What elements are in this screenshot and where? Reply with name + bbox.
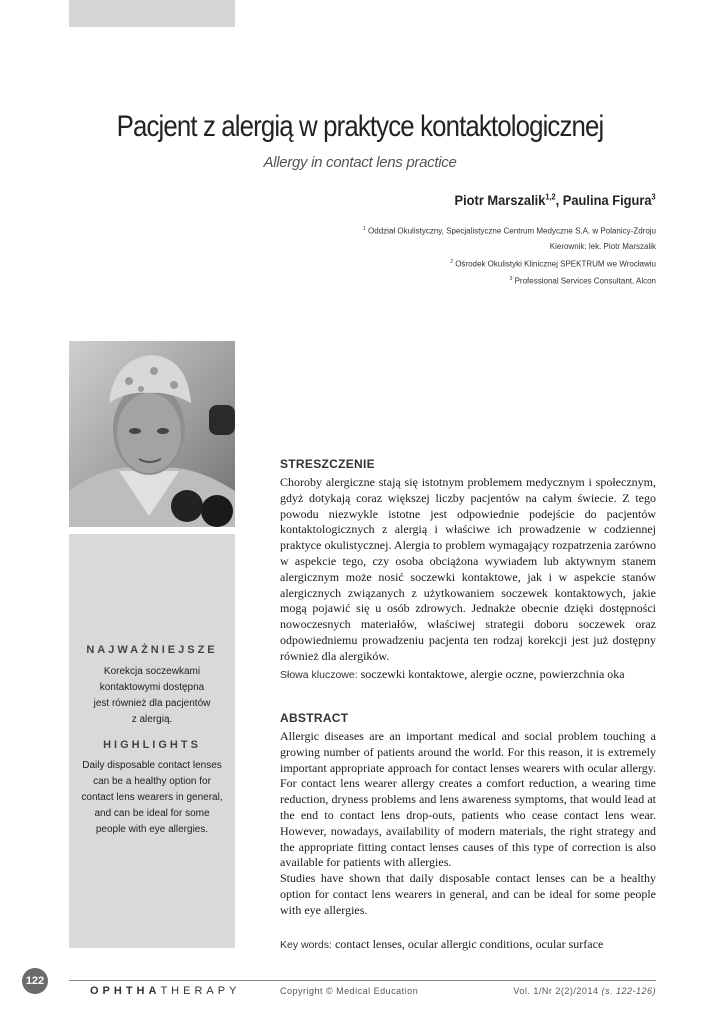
abstract-paragraph: Studies have shown that daily disposable contact lenses can be a healthy option for contact lens wearers in general, and can be ideal for some people with eye allergies. <box>280 871 656 917</box>
streszczenie-text: Choroby alergiczne stają się istotnym problemem medycznym i społecznym, gdyż dotykają coraz większej liczby pacjentów na całym świecie. Z tego powodu niezwykle istotne jest odpowiednie podejście do pacjentów kontaktologicznych z alergią i właściwe ich prowadzenie w codziennej praktyce okulistycznej. Alergia to problem wymagający rozpatrzenia zarówno w aspekcie tego, czy osoba obciążona wywiadem lub aktywnym stanem alergicznym może nosić soczewki kontaktowe, jak i w aspekcie stanów alergicznych związanych z użytkowaniem soczewek kontaktowych, jakie mogą pojawić się u osób zdrowych. Jednakże obecnie dzięki dostępności nowoczesnych materiałów, właściwej strategii doboru soczewek oraz odpowiedniemu prowadzeniu pacjenta ten rodzaj korekcji jest już dostępny również dla alergików. <box>280 475 656 663</box>
highlights-sidebar <box>69 534 235 948</box>
page-number-badge: 122 <box>22 968 48 994</box>
journal-name: OPHTHATHERAPY <box>90 985 241 997</box>
keywords-label: Key words: <box>280 939 332 951</box>
volume-info: Vol. 1/Nr 2(2)/2014 (s. 122-126) <box>513 986 656 996</box>
article-title: Pacjent z alergią w praktyce kontaktologicznej <box>116 110 604 143</box>
keywords-pl <box>280 667 660 682</box>
top-gray-bar <box>69 0 235 27</box>
abstract-text <box>280 729 656 919</box>
article-subtitle: Allergy in contact lens practice <box>263 154 457 171</box>
keywords-en <box>280 937 660 952</box>
author-name: Piotr Marszalik <box>454 192 546 208</box>
author-list <box>455 192 656 208</box>
highlights-heading-en: HIGHLIGHTS <box>103 739 201 751</box>
keywords-label: Słowa kluczowe: <box>280 669 358 681</box>
affiliations <box>256 222 656 289</box>
abstract-heading: ABSTRACT <box>280 711 349 725</box>
author-affiliation-marker: 1,2 <box>545 192 556 202</box>
author-photo <box>69 341 235 527</box>
affiliation-line: $^1$ Oddział Okulistyczny, Specjalistyczne Centrum Medyczne S.A. w Polanicy-Zdroju <box>363 226 656 236</box>
affiliation-line: $^2$ Ośrodek Okulistyki Klinicznej SPEKTRUM we Wrocławiu <box>450 258 656 269</box>
keywords-text: soczewki kontaktowe, alergie oczne, powierzchnia oka <box>357 667 625 681</box>
affiliation-line: $^3$ Professional Services Consultant, Alcon <box>509 275 656 286</box>
abstract-paragraph: Allergic diseases are an important medical and social problem touching a growing number of patients around the world. For this reason, it is extremely important appropriate approach for contact lenses wearers with ocular allergy. For contact lens wearer allergy creates a comfort reduction, a wearing time reduction, dryness problems and lens awareness symptoms, that would lead at the end to contact lens drop-outs, patients who cease contact lens wear. However, nowadays, availability of modern materials, the right strategy and the appropriate fitting contact lenses causes of this type of correction is also available for patients with allergies. <box>280 729 656 870</box>
author-affiliation-marker: 3 <box>651 192 656 202</box>
affiliation-line: Kierownik: lek. Piotr Marszalik <box>549 242 656 252</box>
highlights-text-en: Daily disposable contact lenses can be a healthy option for contact lens wearers in general, and can be ideal for some people with eye allergies. <box>81 760 223 835</box>
copyright-text: Copyright © Medical Education <box>280 986 419 996</box>
streszczenie-heading: STRESZCZENIE <box>280 457 375 471</box>
keywords-text: contact lenses, ocular allergic conditions, ocular surface <box>331 937 604 951</box>
author-name: Paulina Figura <box>563 192 652 208</box>
footer-divider <box>69 980 656 981</box>
highlights-text-pl: Korekcja soczewkami kontaktowymi dostępna jest również dla pacjentów z alergią. <box>93 666 211 725</box>
highlights-heading-pl: NAJWAŻNIEJSZE <box>86 644 218 656</box>
author-separator: , <box>555 192 564 208</box>
